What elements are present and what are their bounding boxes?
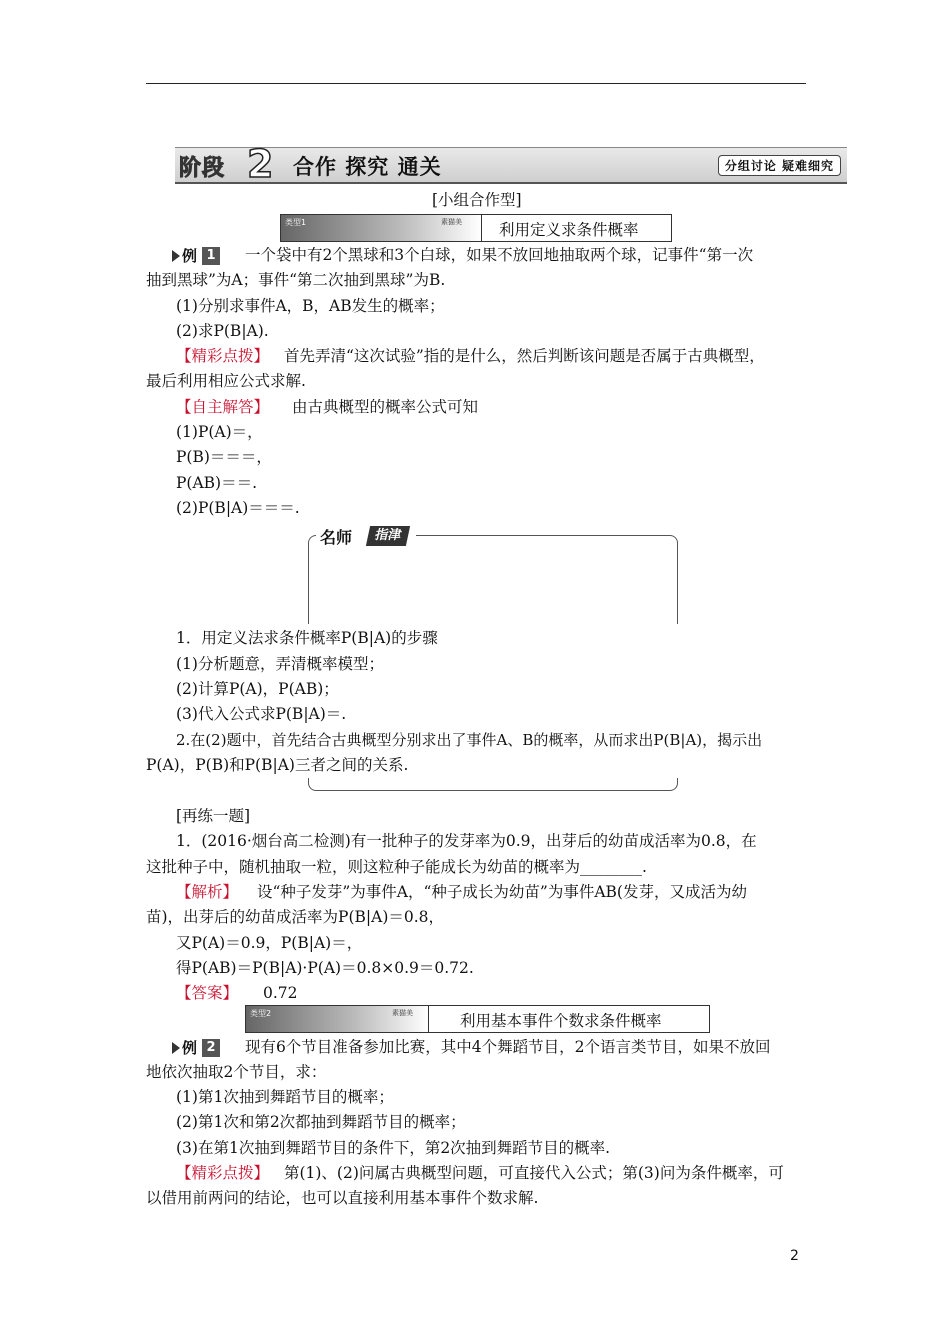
- teacher-bottom-frame: [308, 778, 678, 791]
- type2-label: 类型2: [250, 1009, 272, 1018]
- practice-answer: 【答案】 0.72: [176, 984, 298, 1002]
- type1-title: 利用定义求条件概率: [499, 221, 639, 239]
- solution1-l4: (2)P(B|A)＝＝＝.: [176, 499, 300, 517]
- teacher-p2-line2: P(A)，P(B)和P(B|A)三者之间的关系.: [146, 756, 409, 774]
- analysis-label: 【解析】: [176, 883, 239, 901]
- page-number: 2: [790, 1248, 799, 1264]
- header-rule: [146, 83, 806, 84]
- practice-analysis-line1: 【解析】 设“种子发芽”为事件A，“种子成长为幼苗”为事件AB(发芽，又成活为幼: [176, 883, 747, 901]
- triangle-icon: [172, 250, 180, 262]
- type2-title: 利用基本事件个数求条件概率: [460, 1012, 662, 1030]
- example2-line2: 地依次抽取2个节目，求：: [146, 1063, 327, 1081]
- practice-q-line1: 1．(2016·烟台高二检测)有一批种子的发芽率为0.9，出芽后的幼苗成活率为0.8，在: [176, 832, 757, 850]
- teacher-p2-line1: 2.在(2)题中，首先结合古典概型分别求出了事件A、B的概率，从而求出P(B|A)，揭示出: [176, 731, 763, 749]
- stage-tag: 分组讨论 疑难细究: [718, 155, 841, 176]
- example1-line2: 抽到黑球”为A；事件“第二次抽到黑球”为B.: [146, 271, 446, 289]
- example1-q2: (2)求P(B|A).: [176, 322, 269, 340]
- practice-analysis-line2: 苗)，出芽后的幼苗成活率为P(B|A)＝0.8，: [146, 908, 445, 926]
- stage-banner: [175, 142, 847, 186]
- example2-q2: (2)第1次和第2次都抽到舞蹈节目的概率；: [176, 1113, 466, 1131]
- teacher-s1: (1)分析题意，弄清概率模型；: [176, 655, 384, 673]
- triangle-icon: [172, 1042, 180, 1054]
- solution1-l1: (1)P(A)＝，: [176, 423, 263, 441]
- hint1-label: 【精彩点拨】: [176, 347, 270, 365]
- hint2-label: 【精彩点拨】: [176, 1164, 270, 1182]
- practice-analysis-line3: 又P(A)＝0.9，P(B|A)＝，: [176, 934, 363, 952]
- practice-q-line2: 这批种子中，随机抽取一粒，则这粒种子能成长为幼苗的概率为________.: [146, 858, 647, 876]
- example1-line1: 例 1 一个袋中有2个黑球和3个白球，如果不放回地抽取两个球，记事件“第一次: [172, 245, 753, 266]
- solution1-label: 【自主解答】: [176, 398, 270, 416]
- type2-mark: 素猫美: [392, 1009, 413, 1017]
- stage-number: 2: [247, 142, 274, 186]
- practice-label: [再练一题]: [176, 807, 251, 825]
- hint1-line1: 【精彩点拨】 首先弄清“这次试验”指的是什么，然后判断该问题是否属于古典概型，: [176, 347, 765, 365]
- solution1-l3: P(AB)＝＝.: [176, 474, 258, 492]
- example2-line1: 例 2 现有6个节目准备参加比赛，其中4个舞蹈节目，2个语言类节目，如果不放回: [172, 1037, 771, 1058]
- teacher-p1: 1．用定义法求条件概率P(B|A)的步骤: [176, 629, 438, 647]
- teacher-badge: 名师 指津: [316, 523, 416, 549]
- type1-mark: 素猫美: [441, 218, 462, 226]
- example2-badge: 例 2: [172, 1038, 224, 1058]
- type1-label: 类型1: [285, 218, 307, 227]
- stage-label: 阶段: [179, 156, 226, 181]
- teacher-s3: (3)代入公式求P(B|A)＝.: [176, 705, 347, 723]
- solution1-intro: 【自主解答】 由古典概型的概率公式可知: [176, 398, 478, 416]
- hint1-line2: 最后利用相应公式求解.: [146, 372, 306, 390]
- example2-q3: (3)在第1次抽到舞蹈节目的条件下，第2次抽到舞蹈节目的概率.: [176, 1139, 611, 1157]
- solution1-l2: P(B)＝＝＝，: [176, 448, 272, 466]
- example1-badge: 例 1: [172, 246, 224, 266]
- example1-q1: (1)分别求事件A，B，AB发生的概率；: [176, 297, 445, 315]
- stage-title: 合作 探究 通关: [293, 155, 442, 179]
- type1-box: [280, 214, 672, 242]
- group-type-label: [小组合作型]: [432, 191, 522, 209]
- practice-analysis-line4: 得P(AB)＝P(B|A)·P(A)＝0.8×0.9＝0.72.: [176, 959, 474, 977]
- teacher-s2: (2)计算P(A)，P(AB)；: [176, 680, 339, 698]
- hint2-line1: 【精彩点拨】 第(1)、(2)问属古典概型问题，可直接代入公式；第(3)问为条件概率，可: [176, 1164, 784, 1182]
- hint2-line2: 以借用前两问的结论，也可以直接利用基本事件个数求解.: [146, 1189, 539, 1207]
- type2-box: [245, 1005, 710, 1033]
- example2-q1: (1)第1次抽到舞蹈节目的概率；: [176, 1088, 394, 1106]
- answer-label: 【答案】: [176, 984, 239, 1002]
